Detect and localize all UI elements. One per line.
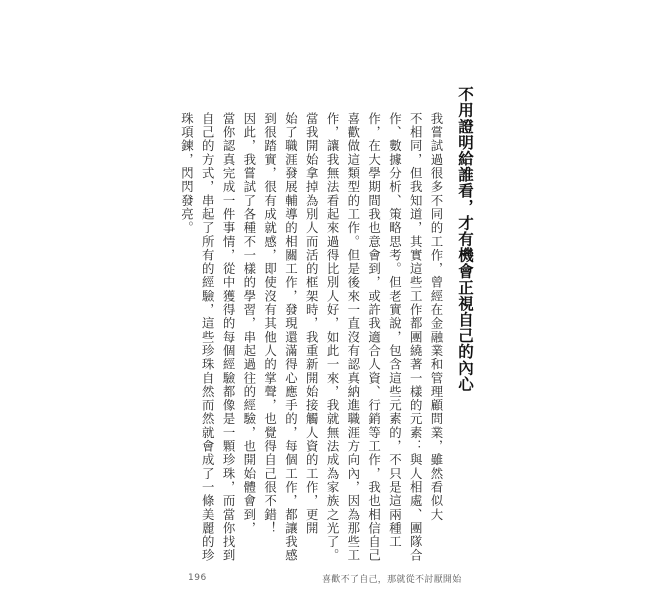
body-column: 喜歡做這類型的工作。但是後來一直沒有認真納進職涯方向內，因為那些工	[345, 112, 361, 563]
body-column: 我嘗試過很多不同的工作，曾經在金融業和管理顧問業，雖然看似大	[429, 112, 444, 522]
body-text	[176, 112, 446, 563]
running-footer-title: 喜歡不了自己，那就從不討厭開始	[322, 575, 462, 585]
body-column: 自己的方式，串起了所有的經驗，這些珍珠自然而然就會成了一條美麗的珍	[200, 112, 216, 563]
section-heading: 不用證明給誰看，才有機會正視自己的內心	[456, 86, 474, 392]
body-column: 當我開始拿掉為別人而活的框架時，我重新開始接觸人資的工作，更開	[304, 112, 320, 536]
body-column: 到很踏實，很有成就感，即使沒有其他人的掌聲，也覺得自己很不錯！	[262, 112, 278, 536]
body-column: 當你認真完成一件事情，從中獲得的每個經驗都像是一顆珍珠，而當你找到	[221, 112, 237, 563]
body-column: 不相同，但我知道，其實這些工作都團繞著一樣的元素：與人相處、團隊合	[408, 112, 424, 563]
body-column: 因此，我嘗試了各種不一樣的學習，串起過往的經驗，也開始體會到，	[241, 112, 257, 536]
body-column: 作，在大學期間我也意會到，或許我適合人資、行銷等工作，我也相信自己	[366, 112, 382, 563]
body-column: 作，讓我無法看起來過得比別人好，如此一來，我就無法成為家族之光了。	[325, 112, 341, 563]
body-column: 作、數據分析、策略思考。但老實說，包含這些元素的，不只是這兩種工	[387, 112, 403, 549]
page-number: 196	[188, 573, 207, 583]
body-column: 始了職涯發展輔導的相關工作，發現還滿得心應手的，每個工作，都讓我感	[283, 112, 299, 563]
body-column: 珠項鍊，閃閃發亮。	[179, 112, 195, 235]
